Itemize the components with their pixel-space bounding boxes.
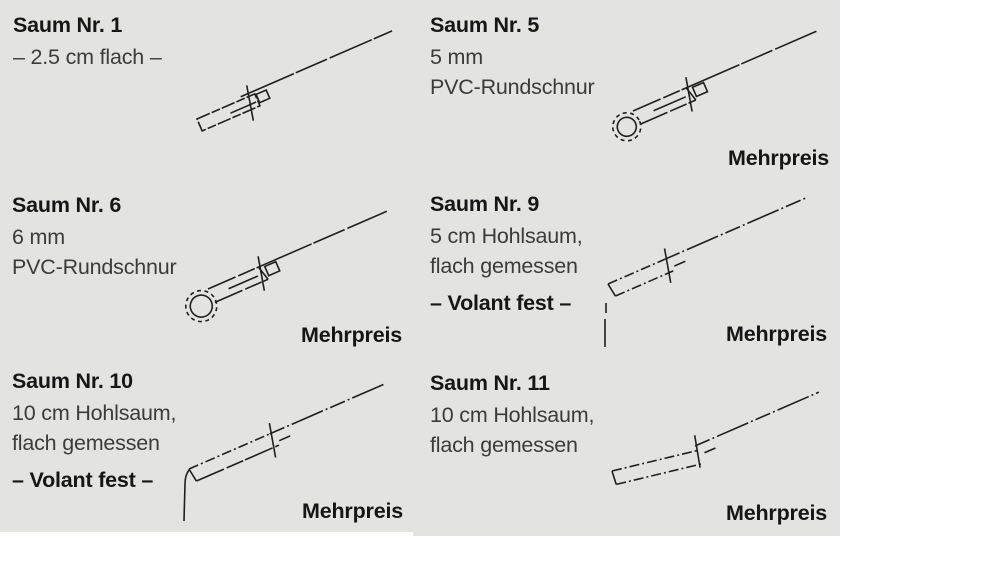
saum-5-surcharge: Mehrpreis [728, 146, 829, 170]
saum-10-detail-2: flach gemessen [12, 431, 160, 455]
panel-saum-10 [12, 368, 176, 493]
panel-saum-5 [430, 12, 595, 102]
saum-11-detail-1: 10 cm Hohlsaum, [430, 403, 595, 427]
saum-5-detail-2: PVC-Rundschnur [430, 75, 595, 99]
saum-9-surcharge: Mehrpreis [726, 322, 827, 346]
saum-6-title: Saum Nr. 6 [12, 193, 122, 217]
panel-saum-9 [430, 191, 583, 316]
saum-11-title: Saum Nr. 11 [430, 371, 550, 395]
saum-6-detail-2: PVC-Rundschnur [12, 255, 177, 279]
saum-6-detail-1: 6 mm [12, 225, 65, 249]
saum-10-note: – Volant fest – [12, 468, 154, 492]
saum-10-title: Saum Nr. 10 [12, 369, 133, 393]
panel-saum-11 [430, 370, 594, 460]
saum-1-title: Saum Nr. 1 [13, 13, 123, 37]
saum-11-detail-2: flach gemessen [430, 433, 578, 457]
saum-5-title: Saum Nr. 5 [430, 13, 540, 37]
saum-1-detail: – 2.5 cm flach – [13, 45, 162, 69]
saum-5-detail-1: 5 mm [430, 45, 483, 69]
saum-9-title: Saum Nr. 9 [430, 192, 540, 216]
panel-saum-6 [12, 192, 177, 282]
saum-9-note: – Volant fest – [430, 291, 572, 315]
saum-10-surcharge: Mehrpreis [302, 499, 403, 523]
panel-saum-1 [13, 12, 162, 72]
saum-11-surcharge: Mehrpreis [726, 501, 827, 525]
saum-6-surcharge: Mehrpreis [301, 323, 402, 347]
saum-9-detail-1: 5 cm Hohlsaum, [430, 224, 583, 248]
saum-9-detail-2: flach gemessen [430, 254, 578, 278]
saum-10-detail-1: 10 cm Hohlsaum, [12, 401, 177, 425]
